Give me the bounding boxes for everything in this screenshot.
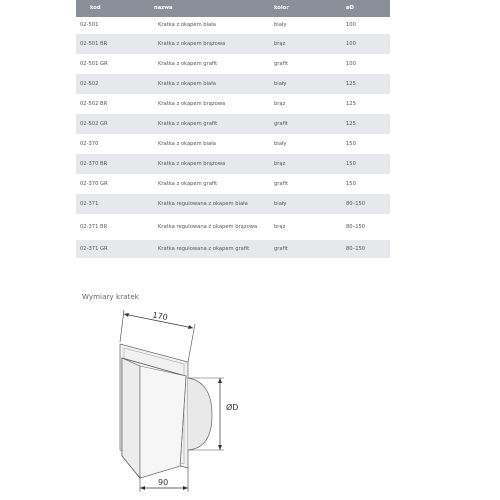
cell-diameter: 100 xyxy=(346,60,356,67)
cell-kolor: brąz xyxy=(274,160,286,167)
table-row xyxy=(76,114,390,134)
cell-kod: 02-371 xyxy=(80,200,99,207)
cell-kod: 02-370 GR xyxy=(80,180,108,187)
table-header xyxy=(76,0,390,17)
drawing-caption: Wymiary kratek xyxy=(82,293,139,301)
header-kolor: kolor xyxy=(274,5,289,11)
hood-face xyxy=(140,366,186,478)
cell-kod: 02-370 BR xyxy=(80,160,108,167)
cell-kod: 02-371 BR xyxy=(80,223,108,230)
cell-nazwa: Kratka regulowana z okapem biała xyxy=(158,200,248,207)
cell-kod: 02-370 xyxy=(80,140,99,147)
cell-diameter: 80–150 xyxy=(346,200,366,207)
table-row xyxy=(76,94,390,114)
cell-kod: 02-502 BR xyxy=(80,100,108,107)
header-nazwa: nazwa xyxy=(154,5,173,11)
table-row xyxy=(76,134,390,154)
table-row xyxy=(76,17,390,34)
table-body xyxy=(76,17,390,258)
dim-width-label: 170 xyxy=(151,310,169,323)
cell-kod: 02-502 xyxy=(80,80,99,87)
cell-nazwa: Kratka z okapem biała xyxy=(158,140,216,147)
arrow-head-depth-left xyxy=(140,486,145,490)
arrow-head-right xyxy=(188,325,193,329)
dim-depth-label: 90 xyxy=(158,478,169,487)
cell-diameter: 150 xyxy=(346,140,356,147)
cell-kolor: brąz xyxy=(274,223,286,230)
cell-nazwa: Kratka z okapem biała xyxy=(158,22,216,28)
cell-kolor: grafit xyxy=(274,120,288,127)
cell-nazwa: Kratka z okapem grafit xyxy=(158,120,218,127)
cell-kolor: grafit xyxy=(274,180,288,187)
cell-kolor: biały xyxy=(274,22,287,28)
cell-diameter: 125 xyxy=(346,120,356,127)
duct-collar xyxy=(188,378,212,450)
cell-kod: 02-501 BR xyxy=(80,40,108,47)
cell-kod: 02-501 xyxy=(80,22,99,28)
cell-diameter: 80–150 xyxy=(346,223,366,230)
arrow-head-depth-right xyxy=(183,486,188,490)
cell-kolor: grafit xyxy=(274,245,288,252)
cell-nazwa: Kratka z okapem grafit xyxy=(158,60,218,67)
cell-nazwa: Kratka z okapem brązowa xyxy=(158,40,226,47)
table-row xyxy=(76,74,390,94)
cell-nazwa: Kratka z okapem biała xyxy=(158,80,216,87)
cell-nazwa: Kratka regulowana z okapem grafit xyxy=(158,245,250,252)
cell-kod: 02-501 GR xyxy=(80,60,108,67)
arrow-head-left xyxy=(124,313,129,317)
cell-diameter: 125 xyxy=(346,100,356,107)
dim-ext-line-right xyxy=(188,324,195,362)
cell-kolor: biały xyxy=(274,140,287,147)
cell-nazwa: Kratka z okapem grafit xyxy=(158,180,218,187)
cell-diameter: 150 xyxy=(346,180,356,187)
cell-nazwa: Kratka z okapem brązowa xyxy=(158,100,226,107)
dim-diameter-label: ØD xyxy=(226,403,239,412)
table-row xyxy=(76,194,390,214)
header-diameter: øD xyxy=(346,5,354,11)
header-kod: kod xyxy=(90,5,101,11)
arrow-head-bottom xyxy=(218,445,222,450)
cell-kod: 02-371 GR xyxy=(80,245,108,252)
table-row xyxy=(76,54,390,74)
table-row xyxy=(76,154,390,174)
dim-ext-line-left xyxy=(120,310,124,342)
grille-drawing xyxy=(100,300,250,496)
cell-diameter: 100 xyxy=(346,22,356,28)
cell-kod: 02-502 GR xyxy=(80,120,108,127)
table-row xyxy=(76,214,390,240)
cell-kolor: brąz xyxy=(274,40,286,47)
arrow-head-top xyxy=(218,378,222,383)
cell-diameter: 150 xyxy=(346,160,356,167)
cell-diameter: 80–150 xyxy=(346,245,366,252)
cell-nazwa: Kratka regulowana z okapem brązowa xyxy=(158,223,258,230)
cell-nazwa: Kratka z okapem brązowa xyxy=(158,160,226,167)
cell-diameter: 125 xyxy=(346,80,356,87)
table-row xyxy=(76,240,390,258)
cell-kolor: biały xyxy=(274,200,287,207)
cell-kolor: grafit xyxy=(274,60,288,67)
cell-diameter: 100 xyxy=(346,40,356,47)
table-row xyxy=(76,34,390,54)
table-row xyxy=(76,174,390,194)
cell-kolor: brąz xyxy=(274,100,286,107)
product-table xyxy=(76,0,390,258)
hood-side xyxy=(122,358,140,478)
cell-kolor: biały xyxy=(274,80,287,87)
